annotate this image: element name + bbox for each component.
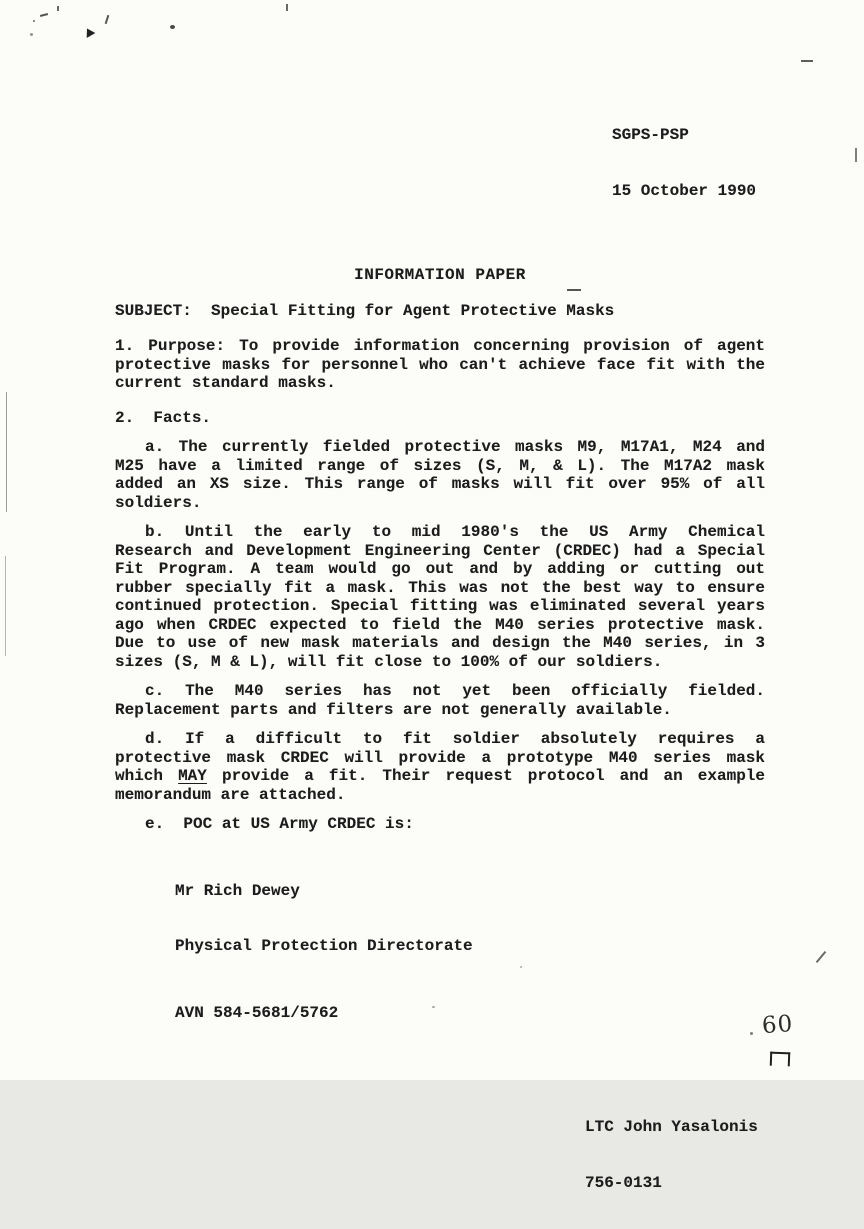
text-line: Replacement parts and filters are not generally available. (115, 700, 672, 719)
document-body (115, 89, 765, 1229)
text-line: rubber specially fit a mask. This was not the best way to ensure (115, 578, 765, 597)
text-line: Research and Development Engineering Center (CRDEC) had a Special (115, 541, 765, 560)
document-date: 15 October 1990 (612, 181, 757, 200)
text-line: M25 have a limited range of sizes (S, M, & L). The M17A2 mask (115, 456, 765, 475)
scan-artifact (750, 1032, 753, 1035)
fact-a (115, 438, 765, 512)
scan-artifact (83, 26, 96, 38)
scan-artifact (286, 4, 288, 11)
fact-d (115, 730, 765, 804)
text-line: sizes (S, M & L), will fit close to 100% of our soldiers. (115, 652, 663, 671)
scan-artifact (30, 33, 33, 36)
fact-e (115, 815, 765, 834)
text-line: which MAY provide a fit. Their request protocol and an example (115, 767, 765, 785)
text-line: d. If a difficult to fit soldier absolutely requires a (145, 730, 765, 748)
text-line: c. The M40 series has not yet been officially fielded. (145, 682, 765, 700)
scan-artifact (40, 13, 48, 17)
paragraph-facts-heading: 2. Facts. (115, 408, 212, 427)
scan-artifact (33, 20, 35, 22)
text-line: Due to use of new mask materials and design the M40 series, in 3 (115, 634, 765, 652)
text-line: memorandum are attached. (115, 785, 346, 804)
text-line: continued protection. Special fitting was eliminated several years (115, 597, 765, 615)
scan-artifact (855, 148, 857, 162)
text-line: protective mask CRDEC will provide a prototype M40 series mask (115, 748, 765, 767)
scan-artifact (432, 1006, 435, 1008)
text-line: Fit Program. A team would go out and by adding or cutting out (115, 560, 765, 578)
document-title: INFORMATION PAPER (354, 266, 526, 284)
scan-artifact (6, 392, 7, 512)
scan-artifact (170, 25, 175, 29)
letterhead (612, 89, 765, 237)
scan-artifact (816, 951, 827, 963)
handwritten-page-number: 60 (761, 1010, 795, 1040)
poc-phone: AVN 584-5681/5762 (175, 1003, 339, 1022)
paragraph-purpose (115, 337, 765, 393)
fact-c (115, 682, 765, 719)
text-line: current standard masks. (115, 374, 336, 392)
text-line: e. POC at US Army CRDEC is: (145, 815, 414, 833)
scan-artifact (5, 556, 6, 656)
signature-block (585, 1081, 765, 1229)
poc-directorate: Physical Protection Directorate (175, 937, 473, 955)
text-line: protective masks for personnel who can't achieve face fit with the (115, 355, 765, 374)
scan-corner-mark (770, 1052, 790, 1067)
poc-name: Mr Rich Dewey (175, 881, 300, 900)
signatory-phone: 756-0131 (585, 1173, 662, 1192)
text-line: ago when CRDEC expected to field the M40 series protective mask. (115, 615, 765, 634)
scan-artifact (455, 645, 457, 647)
poc-block (115, 845, 765, 1060)
scan-artifact (520, 966, 522, 968)
scan-artifact (57, 6, 59, 11)
text-line: soldiers. (115, 493, 202, 512)
subject-line: SUBJECT: Special Fitting for Agent Protective Masks (115, 301, 615, 320)
scan-artifact (105, 15, 110, 24)
signatory-name: LTC John Yasalonis (585, 1118, 758, 1136)
office-symbol: SGPS-PSP (612, 126, 689, 144)
text-line: b. Until the early to mid 1980's the US Army Chemical (145, 523, 765, 541)
text-line: a. The currently fielded protective masks M9, M17A1, M24 and (145, 438, 765, 456)
text-line: 1. Purpose: To provide information concerning provision of agent (115, 337, 765, 355)
underlined-word: MAY (178, 767, 207, 785)
fact-b (115, 523, 765, 671)
scan-artifact (567, 289, 581, 291)
scan-artifact (801, 60, 813, 62)
text-line: added an XS size. This range of masks will fit over 95% of all (115, 475, 765, 493)
